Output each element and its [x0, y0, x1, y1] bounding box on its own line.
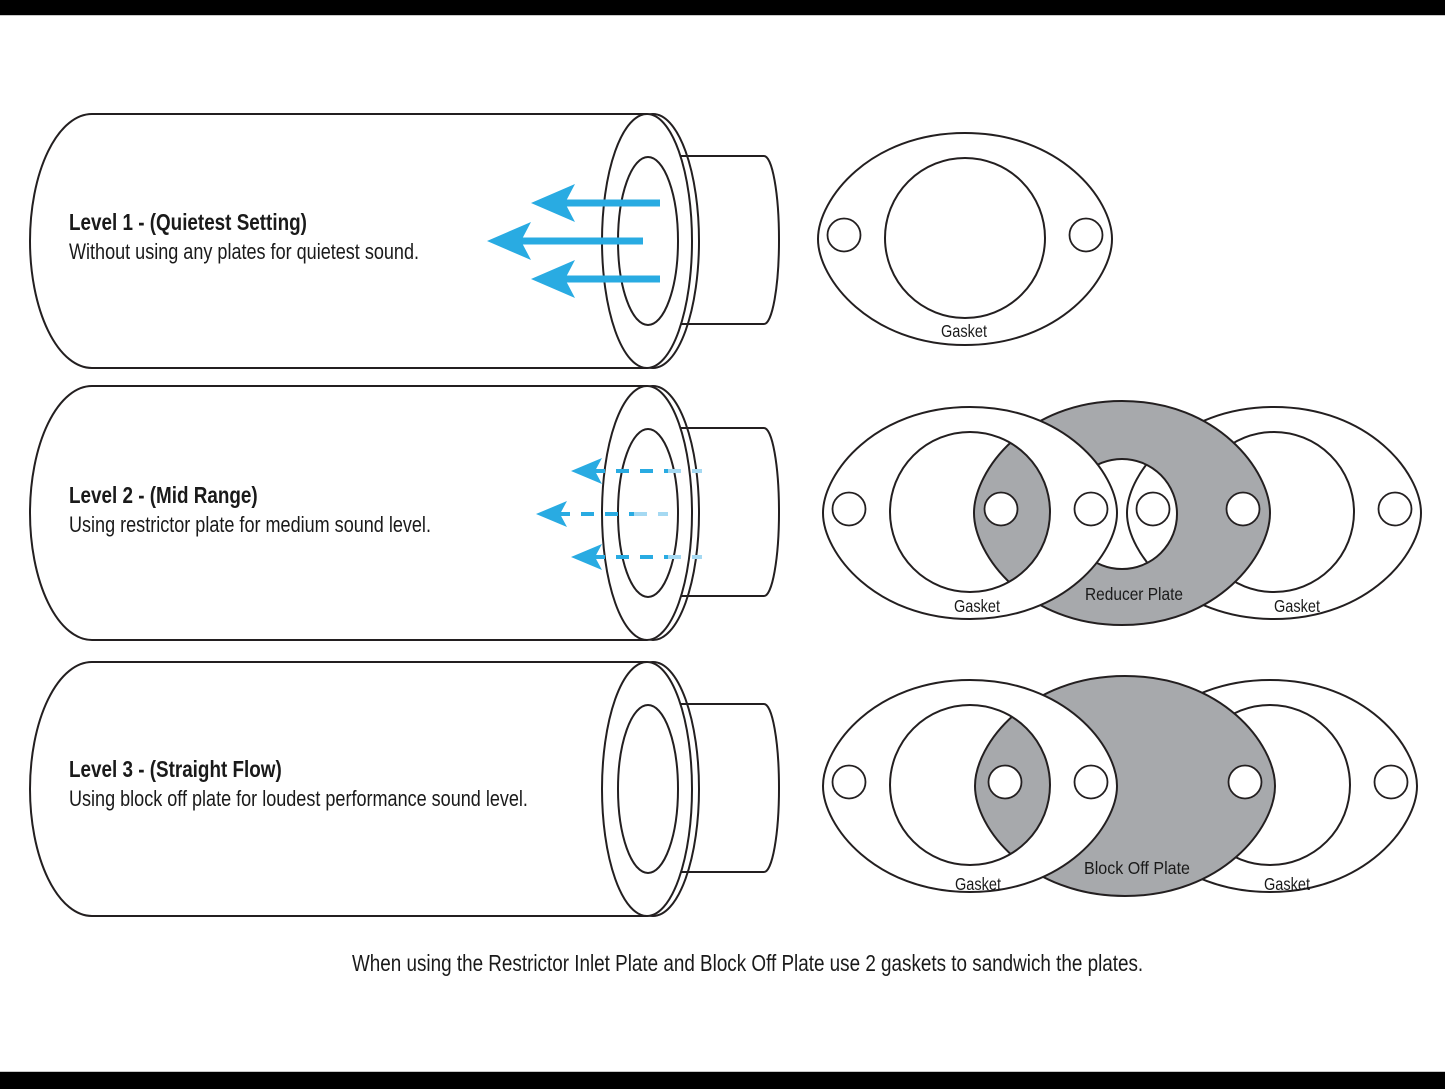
level-2-text-block — [69, 481, 431, 539]
reducer-plate-label: Reducer Plate — [1085, 584, 1183, 604]
block-off-plate-label: Block Off Plate — [1084, 858, 1190, 878]
bolt-hole-icon — [1229, 766, 1262, 799]
bolt-hole-icon — [1070, 219, 1103, 252]
gasket-label: Gasket — [1274, 596, 1321, 616]
gasket-shape-left — [823, 680, 1117, 892]
bolt-hole-icon — [1075, 766, 1108, 799]
gasket-diagram-level-1 — [818, 133, 1112, 345]
bolt-hole-icon — [1137, 493, 1170, 526]
gasket-stack-level-3 — [823, 676, 1417, 896]
level-1-title: Level 1 - (Quietest Setting) — [69, 209, 307, 235]
bolt-hole-icon — [833, 766, 866, 799]
bolt-hole-icon — [1075, 493, 1108, 526]
bolt-hole-icon — [1227, 493, 1260, 526]
bolt-hole-icon — [828, 219, 861, 252]
bolt-hole-icon — [1375, 766, 1408, 799]
gasket-label: Gasket — [941, 321, 988, 341]
gasket-label: Gasket — [955, 874, 1002, 894]
bolt-hole-icon — [985, 493, 1018, 526]
level-1-text-block — [69, 208, 419, 266]
level-2-description: Using restrictor plate for medium sound level. — [69, 512, 431, 537]
gasket-stack-level-2 — [823, 401, 1421, 625]
level-1-description: Without using any plates for quietest sound. — [69, 239, 419, 264]
level-2-title: Level 2 - (Mid Range) — [69, 482, 258, 508]
level-3-description: Using block off plate for loudest performance sound level. — [69, 786, 528, 811]
bolt-hole-icon — [989, 766, 1022, 799]
gasket-shape-left — [823, 407, 1117, 619]
gasket-shape — [818, 133, 1112, 345]
level-3-title: Level 3 - (Straight Flow) — [69, 756, 282, 782]
bolt-hole-icon — [1379, 493, 1412, 526]
gasket-label: Gasket — [1264, 874, 1311, 894]
gasket-label: Gasket — [954, 596, 1001, 616]
bolt-hole-icon — [833, 493, 866, 526]
level-3-text-block — [69, 755, 528, 813]
bottom-caption: When using the Restrictor Inlet Plate and Block Off Plate use 2 gaskets to sandwich the plates. — [352, 950, 1144, 976]
